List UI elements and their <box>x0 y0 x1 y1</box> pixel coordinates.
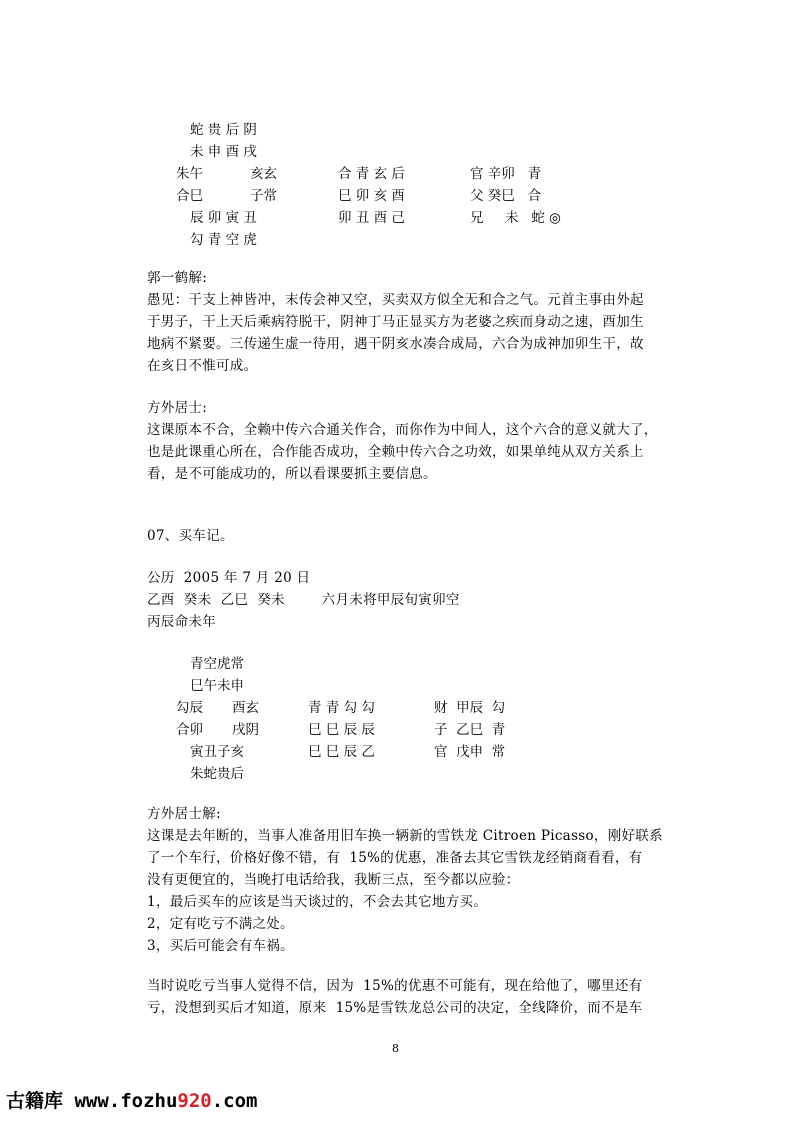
section3-line: 没有更便宜的，当晚打电话给我，我断三点，至今都以应验： <box>147 872 520 888</box>
section3-line: 了一个车行，价格好像不错，有 15%的优惠，准备去其它雪铁龙经销商看看，有 <box>147 850 643 866</box>
section2-line: 这课原本不合，全赖中传六合通关作合，而你作为中间人，这个六合的意义就大了， <box>147 422 658 438</box>
case-date: 公历 2005 年 7 月 20 日 <box>147 570 311 586</box>
chart2-row4-right: 戌阴 <box>232 722 259 738</box>
section1-line: 于男子，干上天后乘病符脱干，阴神丁马正显买方为老婆之疾而身动之速，酉加生 <box>147 314 644 330</box>
footer-number: 920 <box>177 1090 212 1112</box>
chart2-row3-chuan: 财 甲辰 勾 <box>434 700 506 716</box>
section2-heading: 方外居士: <box>147 400 208 416</box>
footer-site-text <box>6 1086 257 1113</box>
section2-line: 也是此课重心所在，合作能否成功，全赖中传六合之功效，如果单纯从双方关系上 <box>147 444 644 460</box>
case-birth: 丙辰命未年 <box>147 614 216 630</box>
chart1-row4-right: 子常 <box>250 188 277 204</box>
section2-line: 看，是不可能成功的，所以看课要抓主要信息。 <box>147 466 437 482</box>
section3-line: 这课是去年断的，当事人准备用旧车换一辆新的雪铁龙 Citroen Picasso，刚好联系 <box>147 828 663 844</box>
chart1-row5: 辰 卯 寅 丑 <box>190 210 257 226</box>
chart1-row4-left: 合巳 <box>176 188 203 204</box>
chart2-row3-right: 酉玄 <box>232 700 259 716</box>
case-ganzhi: 乙酉 癸未 乙巳 癸未 六月未将甲辰旬寅卯空 <box>147 592 460 608</box>
chart1-row3-right: 亥玄 <box>250 166 277 182</box>
chart1-row1: 蛇 贵 后 阴 <box>190 122 257 138</box>
chart1-row3-ke: 合 青 玄 后 <box>338 166 405 182</box>
chart1-row3-chuan: 官 辛卯 青 <box>470 166 542 182</box>
footer-prefix: 古籍库 www.fozhu <box>6 1090 178 1112</box>
chart1-row2: 未 申 酉 戌 <box>190 144 257 160</box>
footer-suffix: .com <box>211 1090 258 1112</box>
chart2-row3-ke: 青 青 勾 勾 <box>308 700 375 716</box>
section1-heading: 郭一鹤解: <box>147 270 208 286</box>
chart1-row4-chuan: 父 癸巳 合 <box>470 188 542 204</box>
chart2-row4-left: 合卯 <box>176 722 203 738</box>
section1-line: 在亥日不惟可成。 <box>147 358 258 374</box>
section4-line: 当时说吃亏当事人觉得不信，因为 15%的优惠不可能有，现在给他了，哪里还有 <box>147 978 643 994</box>
chart2-row5-ke: 巳 巳 辰 乙 <box>308 744 375 760</box>
chart1-row6: 勾 青 空 虎 <box>190 232 257 248</box>
section4-line: 亏，没想到买后才知道，原来 15%是雪铁龙总公司的决定，全线降价，而不是车 <box>147 1000 643 1016</box>
section3-line: 1，最后买车的应该是当天谈过的，不会去其它地方买。 <box>147 894 488 910</box>
footer-watermark <box>0 1072 793 1122</box>
section3-heading: 方外居士解: <box>147 806 221 822</box>
section1-line: 地病不紧要。三传递生虚一待用，遇干阴亥水凑合成局，六合为成神加卯生干，故 <box>147 336 644 352</box>
chart1-row4-ke: 巳 卯 亥 酉 <box>338 188 405 204</box>
chart1-row5-chuan: 兄 未 蛇 ◎ <box>470 210 561 226</box>
section3-line: 2，定有吃亏不满之处。 <box>147 916 294 932</box>
case-title: 07、买车记。 <box>147 528 234 544</box>
chart2-row3-left: 勾辰 <box>176 700 203 716</box>
section3-line: 3，买后可能会有车祸。 <box>147 938 294 954</box>
chart2-row5-chuan: 官 戊申 常 <box>434 744 506 760</box>
chart2-row4-ke: 巳 巳 辰 辰 <box>308 722 375 738</box>
section1-line: 愚见：干支上神皆冲，末传会神又空，买卖双方似全无和合之气。元首主事由外起 <box>147 292 644 308</box>
chart2-row5: 寅丑子亥 <box>190 744 244 760</box>
chart2-row2: 巳午未申 <box>190 678 244 694</box>
chart1-row5-ke: 卯 丑 酉 己 <box>338 210 405 226</box>
chart2-row1: 青空虎常 <box>190 656 244 672</box>
chart2-row6: 朱蛇贵后 <box>190 766 244 782</box>
chart1-row3-left: 朱午 <box>176 166 203 182</box>
chart2-row4-chuan: 子 乙巳 青 <box>434 722 506 738</box>
page-number: 8 <box>392 1042 399 1055</box>
